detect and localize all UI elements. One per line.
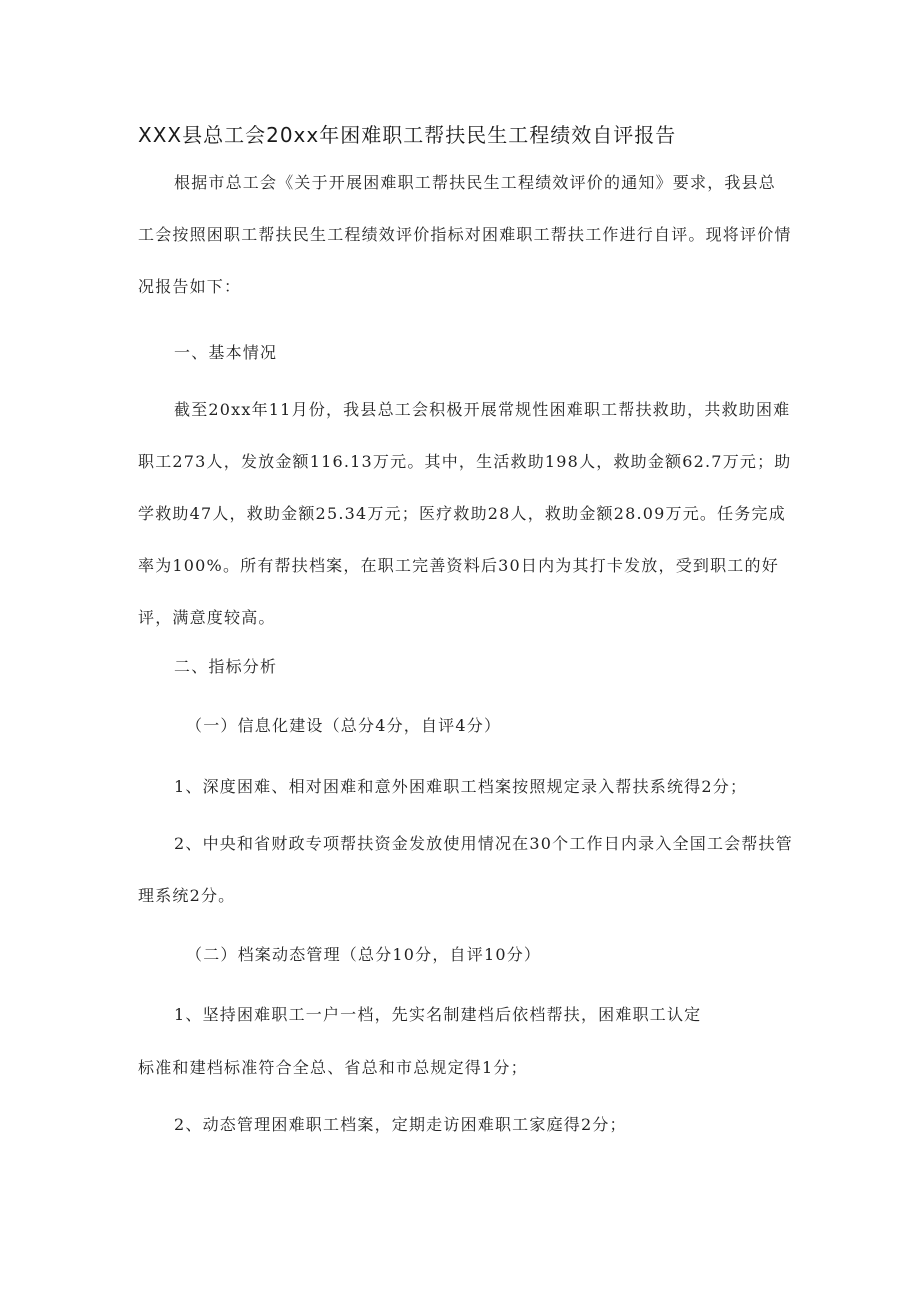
basic-situation-paragraph: 截至20xx年11月份，我县总工会积极开展常规性困难职工帮扶救助，共救助困难职工273人，发放金额116.13万元。其中，生活救助198人，救助金额62.7万元；助学救助47人，救助金额25.34万元；医疗救助28人，救助金额28.09万元。任务完成率为100%。所有帮扶档案，在职工完善资料后30日内为其打卡发放，受到职工的好评，满意度较高。 [138, 400, 792, 627]
section-heading-indicators: 二、指标分析 [174, 657, 278, 676]
intro-paragraph: 根据市总工会《关于开展困难职工帮扶民生工程绩效评价的通知》要求，我县总工会按照困职工帮扶民生工程绩效评价指标对困难职工帮扶工作进行自评。现将评价情况报告如下： [138, 173, 792, 296]
subsection-heading-archive: （二）档案动态管理（总分10分，自评10分） [186, 945, 542, 964]
archive-item-2: 2、动态管理困难职工档案，定期走访困难职工家庭得2分； [174, 1115, 627, 1134]
archive-item-1-line-1: 1、坚持困难职工一户一档，先实名制建档后依档帮扶，困难职工认定 [174, 1005, 702, 1024]
informatization-item-1: 1、深度困难、相对困难和意外困难职工档案按照规定录入帮扶系统得2分； [174, 777, 748, 796]
section-heading-basic: 一、基本情况 [174, 343, 278, 362]
subsection-heading-informatization: （一）信息化建设（总分4分，自评4分） [186, 716, 502, 735]
informatization-item-2: 2、中央和省财政专项帮扶资金发放使用情况在30个工作日内录入全国工会帮扶管理系统2分。 [138, 834, 793, 905]
archive-item-1-line-2: 标准和建档标准符合全总、省总和市总规定得1分； [138, 1058, 528, 1077]
document-title: XXX县总工会20xx年困难职工帮扶民生工程绩效自评报告 [138, 123, 677, 147]
